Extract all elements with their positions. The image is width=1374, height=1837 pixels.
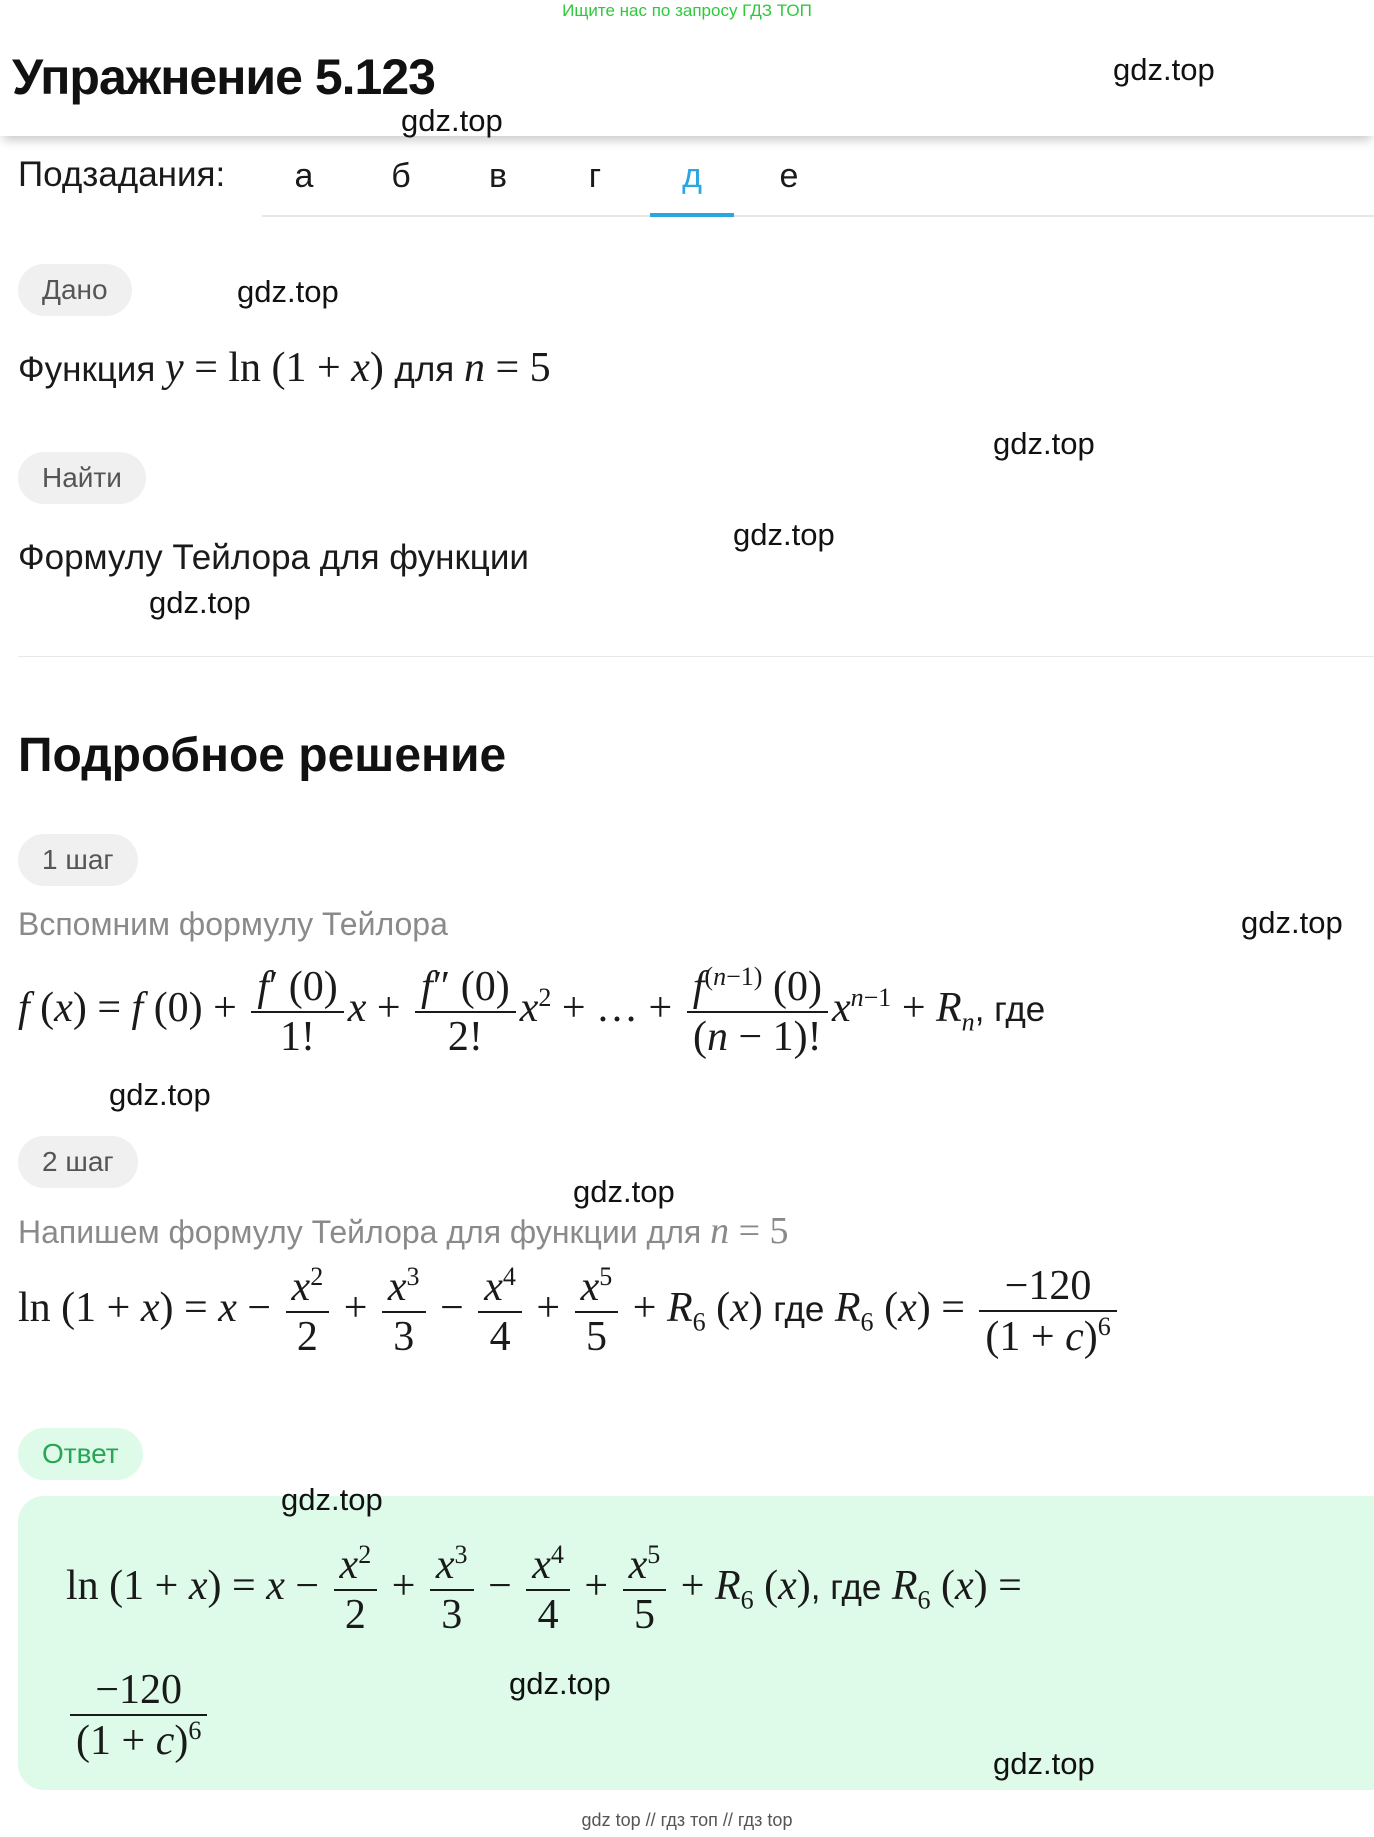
- given-y: y: [165, 345, 184, 391]
- divider: [18, 656, 1374, 657]
- watermark: gdz.top: [993, 426, 1095, 461]
- given-prefix: Функция: [18, 350, 156, 389]
- given-n: n: [463, 345, 485, 391]
- subtask-tabs: [262, 140, 1374, 217]
- watermark: gdz.top: [109, 1077, 211, 1112]
- step1-badge: 1 шаг: [18, 834, 138, 886]
- step1-text: Вспомним формулу Тейлора: [18, 906, 448, 942]
- answer-box: [18, 1496, 1374, 1790]
- tab-e[interactable]: е: [779, 157, 799, 195]
- given-badge: Дано: [18, 264, 132, 316]
- given-close: ): [369, 345, 384, 391]
- answer-where: , где: [810, 1568, 882, 1608]
- tab-v[interactable]: в: [488, 157, 508, 195]
- step2-n: n: [710, 1210, 730, 1252]
- given-x: x: [351, 345, 370, 391]
- step2-text: [18, 1209, 789, 1253]
- answer-formula-line1: ln (1 + x) = x − $\frac{x^2}{2}$ + $\frac{x^3}{3}$ − $\frac{x^4}{4}$ + $\frac{x^5}{5}$ + $R_6$ (x), где $R_6$ (x) =: [66, 1540, 1022, 1638]
- given-middle: для: [394, 350, 455, 389]
- tab-g[interactable]: г: [588, 157, 602, 195]
- given-n-value: = 5: [495, 345, 551, 391]
- watermark: gdz.top: [733, 517, 835, 552]
- subtasks-label: Подзадания:: [18, 155, 226, 194]
- watermark: gdz.top: [401, 103, 503, 138]
- step2-n-value: = 5: [738, 1210, 789, 1252]
- watermark: gdz.top: [1241, 905, 1343, 940]
- watermark: gdz.top: [281, 1482, 383, 1517]
- watermark: gdz.top: [993, 1746, 1095, 1781]
- given-statement: [18, 344, 551, 392]
- tab-b[interactable]: б: [391, 157, 411, 195]
- page-title: Упражнение 5.123: [12, 49, 435, 105]
- given-eq: = ln (1 +: [194, 345, 341, 391]
- footer: gdz top // гдз топ // гдз top: [581, 1810, 793, 1830]
- solution-title: Подробное решение: [18, 729, 507, 782]
- watermark: gdz.top: [149, 585, 251, 620]
- answer-formula-line2: $\frac{-120}{(1 + c)^6}$: [66, 1666, 211, 1765]
- step2-text-body: Напишем формулу Тейлора для функции для: [18, 1214, 702, 1250]
- find-badge: Найти: [18, 452, 146, 504]
- find-text: Формулу Тейлора для функции: [18, 538, 529, 577]
- step1-suffix: , где: [974, 990, 1046, 1030]
- tab-d[interactable]: д: [650, 140, 734, 217]
- watermark: gdz.top: [509, 1666, 611, 1701]
- answer-badge: Ответ: [18, 1428, 143, 1480]
- watermark: gdz.top: [573, 1174, 675, 1209]
- tab-a[interactable]: а: [294, 157, 314, 195]
- step2-badge: 2 шаг: [18, 1136, 138, 1188]
- watermark: gdz.top: [1113, 52, 1215, 87]
- watermark: gdz.top: [237, 274, 339, 309]
- promo-banner: Ищите нас по запросу ГДЗ ТОП: [562, 1, 812, 20]
- taylor-formula: f (x) = f (0) + $\frac{f' (0)}{1!}$ x + $\frac{f'' (0)}{2!}$ $x^2$ + … + $\frac{f^{(n-1)} (0)}{(n - 1)!}$ $x^{n-1} + R_n$, где: [18, 962, 1046, 1060]
- step2-where: где: [773, 1290, 825, 1330]
- step2-formula: ln (1 + x) = x − $\frac{x^2}{2}$ + $\frac{x^3}{3}$ − $\frac{x^4}{4}$ + $\frac{x^5}{5}$ + $R_6$ (x) где $R_6$ (x) = $\frac{-120}{(1 + c)^6}$: [18, 1262, 1121, 1361]
